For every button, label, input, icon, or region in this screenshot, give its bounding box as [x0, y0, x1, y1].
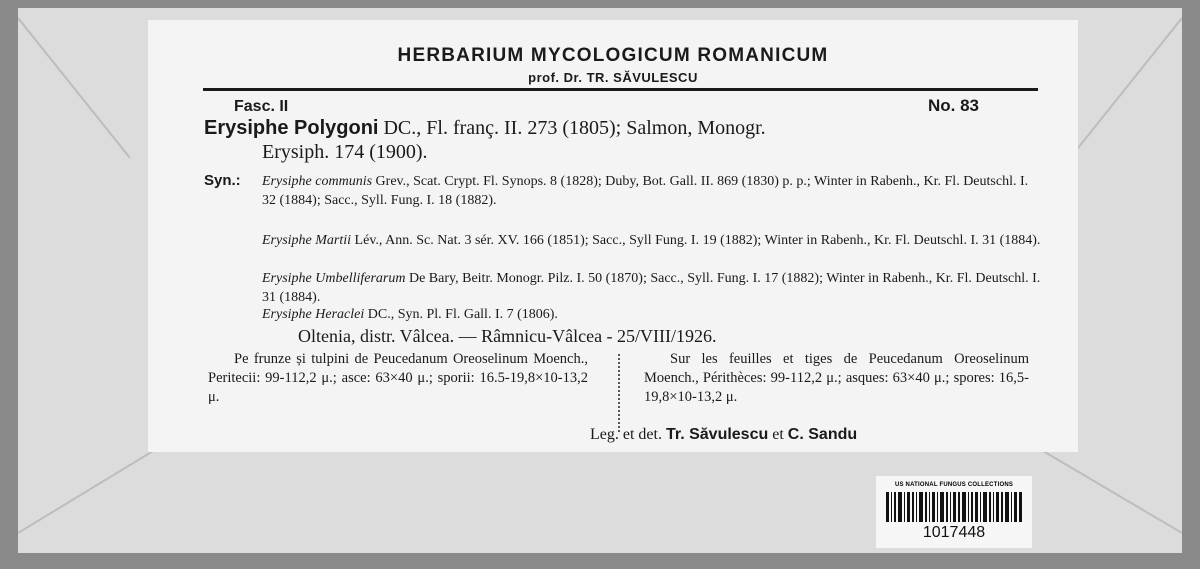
- species-citation-1: DC., Fl. franç. II. 273 (1805); Salmon, Monogr.: [383, 117, 766, 139]
- description-romanian-text: Pe frunze și tulpini de Peucedanum Oreoselinum Moench., Peritecii: 99-112,2 μ.; asce: 63×40 μ.; sporii: 16.5-19,8×10-13,2 μ.: [208, 351, 588, 405]
- barcode-icon: [886, 492, 1022, 522]
- synonym-text: Lév., Ann. Sc. Nat. 3 sér. XV. 166 (1851); Sacc., Syll Fung. I. 19 (1882); Winter in Rabenh., Kr. Fl. Deutschl. I. 31 (1884).: [354, 233, 1041, 248]
- synonym-name: Erysiphe Umbelliferarum: [262, 271, 406, 286]
- barcode-number: 1017448: [922, 524, 986, 541]
- species-name: [204, 116, 1049, 164]
- collector-joiner: et: [772, 426, 784, 443]
- fascicle-number: Fasc. II: [234, 98, 289, 115]
- synonym-item: [262, 269, 1042, 307]
- synonym-item: [262, 305, 1042, 324]
- envelope: [18, 8, 1182, 553]
- synonym-text: DC., Syn. Pl. Fl. Gall. I. 7 (1806).: [367, 307, 558, 322]
- synonym-text: Grev., Scat. Crypt. Fl. Synops. 8 (1828); Duby, Bot. Gall. II. 869 (1830) p. p.; Winter in Rabenh., Kr. Fl. Deutschl. I. 32 (1884); Sacc., Syll. Fung. I. 18 (1882).: [262, 174, 1029, 208]
- specimen-number: No. 83: [928, 96, 980, 115]
- description-romanian: [208, 350, 588, 407]
- collector-prefix: Leg. et det.: [590, 426, 662, 443]
- collection-locality: Oltenia, distr. Vâlcea. — Râmnicu-Vâlcea - 25/VIII/1926.: [298, 326, 717, 346]
- synonym-text: De Bary, Beitr. Monogr. Pilz. I. 50 (1870); Sacc., Syll. Fung. I. 17 (1882); Winter in Rabenh., Kr. Fl. Deutschl. I. 31 (1884).: [262, 271, 1041, 305]
- label-subtitle: prof. Dr. TR. SĂVULESCU: [528, 70, 698, 85]
- collector-name-1: Tr. Săvulescu: [665, 426, 769, 443]
- barcode-institution: US NATIONAL FUNGUS COLLECTIONS: [894, 482, 1014, 488]
- synonym-item: [262, 231, 1042, 250]
- species-binomial: Erysiphe Polygoni: [204, 117, 379, 139]
- label-title: HERBARIUM MYCOLOGICUM ROMANICUM: [397, 45, 829, 66]
- synonym-name: Erysiphe Martii: [262, 233, 352, 248]
- collector-name-2: C. Sandu: [787, 426, 858, 443]
- barcode-label: [876, 476, 1032, 548]
- synonym-name: Erysiphe Heraclei: [262, 307, 365, 322]
- species-citation-2: Erysiph. 174 (1900).: [262, 141, 428, 163]
- collector-line: [590, 426, 857, 444]
- column-divider: [618, 354, 624, 432]
- synonym-item: [262, 172, 1042, 210]
- description-french: [644, 350, 1029, 407]
- synonym-name: Erysiphe communis: [262, 174, 373, 189]
- description-french-text: Sur les feuilles et tiges de Peucedanum Oreoselinum Moench., Périthèces: 99-112,2 μ.; asques: 63×40 μ.; spores: 16,5-19,8×10-13,2 μ.: [644, 351, 1029, 405]
- synonyms-label: Syn.:: [204, 172, 241, 189]
- herbarium-label: [148, 20, 1078, 452]
- title-rule: [203, 88, 1038, 91]
